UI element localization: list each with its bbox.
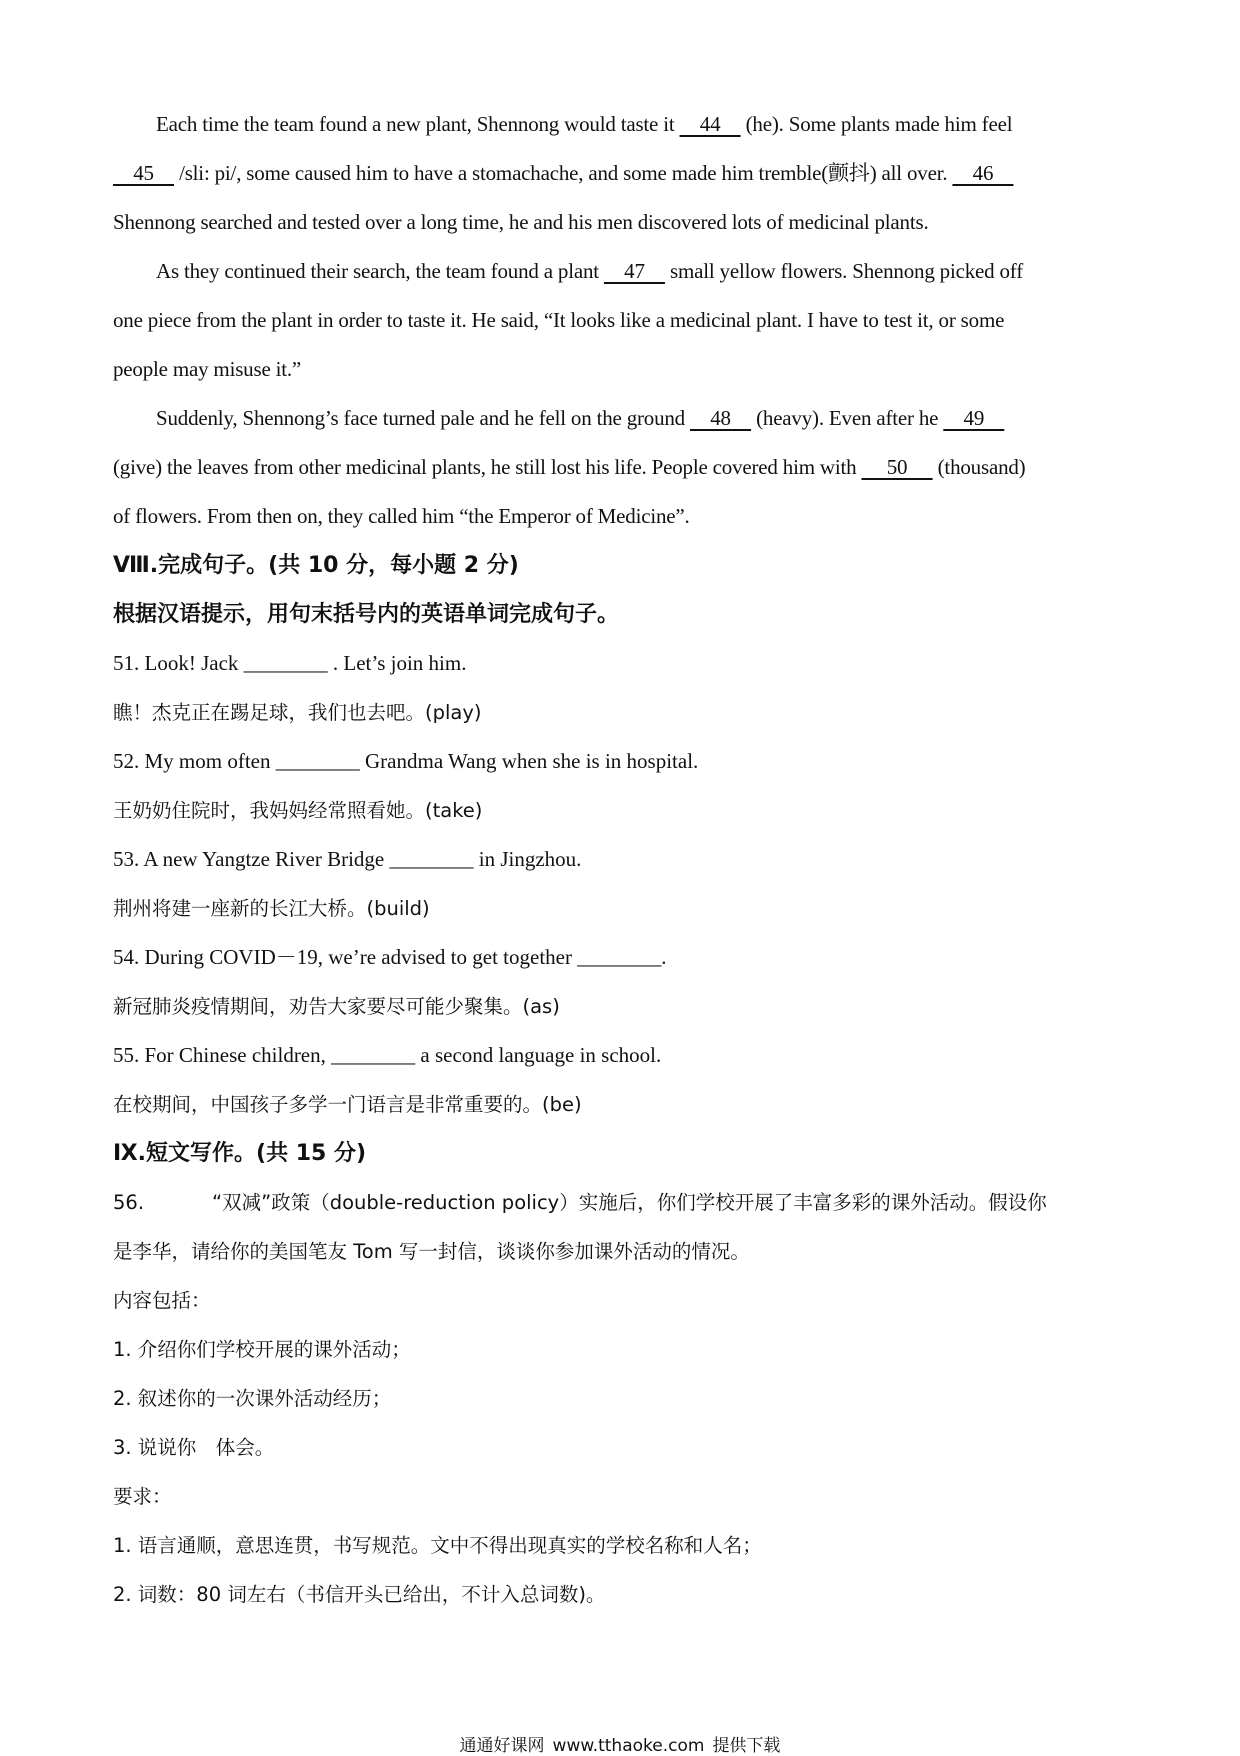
content-item-3: 3. 说说你 体会。 [113,1436,275,1459]
text: . Let’s join him. [327,651,467,675]
answer-blank-53[interactable]: ________ [389,847,474,871]
text: “双减”政策（double-reduction policy）实施后，你们学校开展了丰富多彩的课外活动。假设你 [212,1191,1047,1214]
passage-p1-line3: Shennong searched and tested over a long time, he and his men discovered lots of medicinal plants. [113,210,929,234]
question-52-hint: 王奶奶住院时，我妈妈经常照看她。(take) [113,799,483,822]
text: 51. Look! Jack [113,651,244,675]
text: . [661,945,667,969]
section8-title: Ⅷ.完成句子。(共 10 分，每小题 2 分) [113,553,519,578]
content-item-1: 1. 介绍你们学校开展的课外活动； [113,1338,411,1361]
content-label: 内容包括： [113,1289,211,1312]
answer-blank-51[interactable]: ________ [243,651,328,675]
footer-url[interactable]: www.tthaoke.com [552,1736,705,1756]
blank-50[interactable]: 50 [861,455,933,479]
question-52 [113,737,1128,786]
question-53 [113,835,1128,884]
requirement-item-2: 2. 词数：80 词左右（书信开头已给出，不计入总词数)。 [113,1583,606,1606]
passage-p2-line2: one piece from the plant in order to taste it. He said, “It looks like a medicinal plant. I have to test it, or some [113,308,1005,332]
question-55-hint: 在校期间，中国孩子多学一门语言是非常重要的。(be) [113,1093,582,1116]
passage-p3-line1 [113,394,1128,443]
text: (thousand) [932,455,1026,479]
blank-47[interactable]: 47 [603,259,665,283]
blank-49[interactable]: 49 [943,406,1005,430]
text: in Jingzhou. [473,847,582,871]
text: 54. During COVID－19, we’re advised to get together [113,945,578,969]
question-51 [113,639,1128,688]
blank-46[interactable]: 46 [952,161,1014,185]
question-56-number: 56. [113,1191,145,1214]
question-54-hint: 新冠肺炎疫情期间，劝告大家要尽可能少聚集。(as) [113,995,560,1018]
answer-blank-55[interactable]: ________ [331,1043,416,1067]
content-item-2: 2. 叙述你的一次课外活动经历； [113,1387,392,1410]
footer-suffix: 提供下载 [712,1736,781,1756]
passage-p3-line3: of flowers. From then on, they called him “the Emperor of Medicine”. [113,504,690,528]
passage-p2-line3: people may misuse it.” [113,357,302,381]
question-55 [113,1031,1128,1080]
text: (give) the leaves from other medicinal plants, he still lost his life. People covered him with [113,455,862,479]
text: (heavy). Even after he [751,406,944,430]
page-content [113,100,1128,1619]
text: 53. A new Yangtze River Bridge [113,847,390,871]
passage-p1-line2 [113,149,1128,198]
text: small yellow flowers. Shennong picked off [664,259,1024,283]
text: /sli: pi/, some caused him to have a stomachache, and some made him tremble(颤抖) all over. [174,161,953,185]
text: 55. For Chinese children, [113,1043,332,1067]
requirement-item-1: 1. 语言通顺，意思连贯，书写规范。文中不得出现真实的学校名称和人名； [113,1534,762,1557]
question-51-hint: 瞧！杰克正在踢足球，我们也去吧。(play) [113,701,482,724]
blank-48[interactable]: 48 [690,406,752,430]
text: Suddenly, Shennong’s face turned pale and he fell on the ground [156,406,691,430]
text: Each time the team found a new plant, Shennong would taste it [156,112,680,136]
requirements-label: 要求： [113,1485,172,1508]
question-54 [113,933,1128,982]
question-56-prompt-line2: 是李华，请给你的美国笔友 Tom 写一封信，谈谈你参加课外活动的情况。 [113,1240,750,1263]
answer-blank-52[interactable]: ________ [275,749,360,773]
section9-title: Ⅸ.短文写作。(共 15 分) [113,1141,367,1166]
passage-p3-line2 [113,443,1128,492]
text: a second language in school. [415,1043,662,1067]
blank-45[interactable]: 45 [113,161,175,185]
passage-p1-line1 [113,100,1128,149]
question-53-hint: 荆州将建一座新的长江大桥。(build) [113,897,430,920]
text: 52. My mom often [113,749,276,773]
text: Grandma Wang when she is in hospital. [359,749,699,773]
text: As they continued their search, the team found a plant [156,259,604,283]
footer-site-name: 通通好课网 [459,1736,545,1756]
passage-p2-line1 [113,247,1128,296]
section8-instruction: 根据汉语提示，用句末括号内的英语单词完成句子。 [113,602,620,627]
page-footer [0,1731,1240,1756]
text: (he). Some plants made him feel [740,112,1013,136]
blank-44[interactable]: 44 [679,112,741,136]
answer-blank-54[interactable]: ________ [577,945,662,969]
question-56-prompt-line1 [113,1178,1128,1227]
